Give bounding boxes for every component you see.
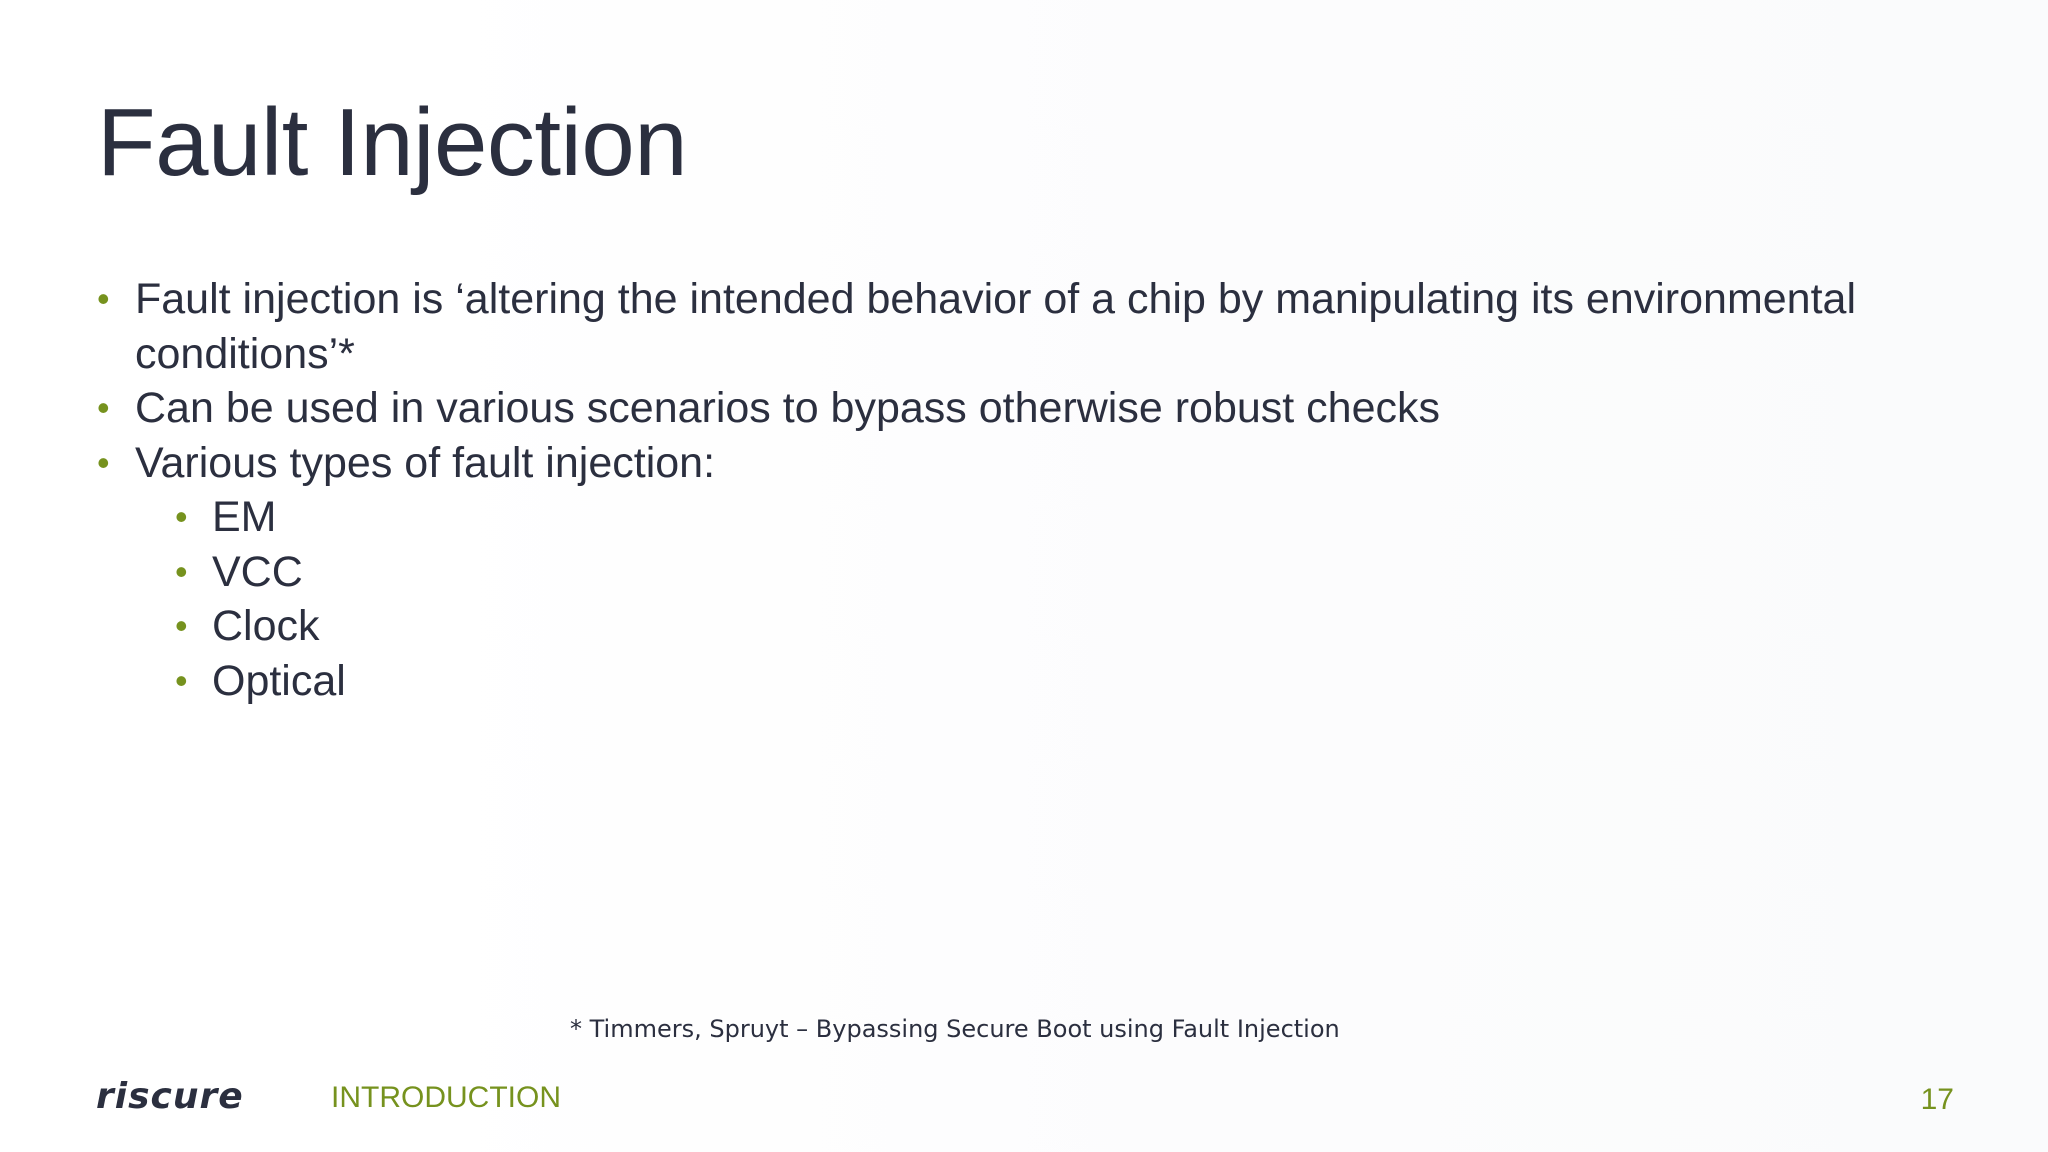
- footnote-citation: * Timmers, Spruyt – Bypassing Secure Boot using Fault Injection: [570, 1015, 1340, 1043]
- sub-bullet-item-optical: [97, 654, 1897, 709]
- bullet-item-types: [97, 436, 1897, 491]
- bullet-list: [97, 272, 1897, 708]
- sub-bullet-text: Clock: [212, 602, 320, 650]
- bullet-icon: •: [175, 659, 188, 701]
- sub-bullet-item-em: [97, 490, 1897, 545]
- bullet-item-definition: [97, 272, 1897, 381]
- bullet-icon: •: [97, 278, 110, 319]
- bullet-icon: •: [97, 387, 110, 428]
- sub-bullet-text: EM: [212, 493, 277, 541]
- bullet-item-scenarios: [97, 381, 1897, 436]
- sub-bullet-item-vcc: [97, 545, 1897, 600]
- logo-wordmark: riscure: [96, 1076, 244, 1116]
- sub-bullet-text: VCC: [212, 547, 303, 596]
- riscure-logo: [96, 1076, 260, 1116]
- bullet-text: Fault injection is ‘altering the intended behavior of a chip by manipulating its environmental conditions’*: [135, 275, 1857, 378]
- bullet-icon: •: [175, 605, 188, 646]
- bullet-text: Various types of fault injection:: [135, 438, 716, 487]
- slide-title: Fault Injection: [97, 89, 688, 196]
- sub-bullet-text: Optical: [212, 656, 346, 705]
- bullet-icon: •: [97, 441, 110, 483]
- sub-bullet-item-clock: [97, 599, 1897, 654]
- bullet-icon: •: [175, 496, 188, 537]
- bullet-text: Can be used in various scenarios to bypass otherwise robust checks: [135, 384, 1441, 432]
- section-label: INTRODUCTION: [331, 1081, 561, 1114]
- page-number: 17: [1920, 1083, 1954, 1116]
- bullet-icon: •: [175, 550, 188, 592]
